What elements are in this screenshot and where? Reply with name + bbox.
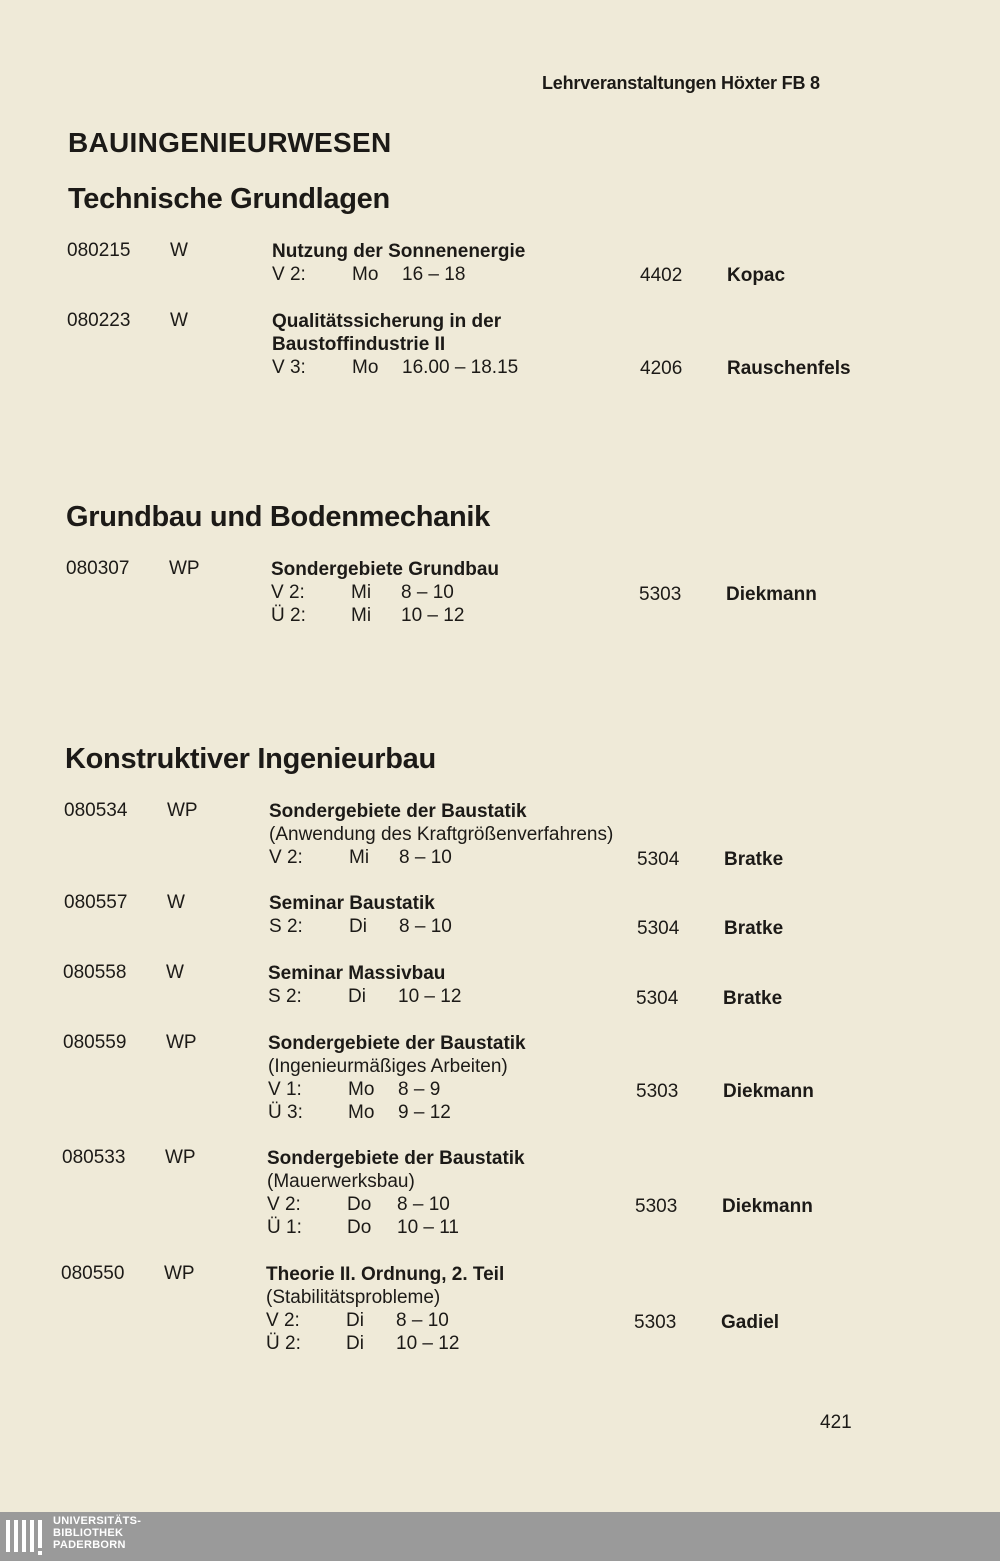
session-row xyxy=(271,581,651,604)
library-name-line: UNIVERSITÄTS- xyxy=(53,1515,142,1527)
course-number: 080223 xyxy=(67,310,131,331)
session-day: Di xyxy=(348,986,366,1007)
session-kind: Ü 2: xyxy=(271,605,306,626)
session-row xyxy=(272,356,652,379)
course-title: Seminar Massivbau xyxy=(268,963,446,984)
course-number: 080550 xyxy=(61,1263,125,1284)
course-title-continued: Baustoffindustrie II xyxy=(272,334,446,355)
session-time: 16 – 18 xyxy=(402,264,466,285)
session-row xyxy=(269,915,649,938)
course-number: 080307 xyxy=(66,558,130,579)
course-number: 080533 xyxy=(62,1147,126,1168)
course-subtitle: (Mauerwerksbau) xyxy=(267,1171,415,1192)
session-time: 10 – 12 xyxy=(398,986,462,1007)
lecturer-name: Kopac xyxy=(727,265,786,286)
lecturer-name: Diekmann xyxy=(723,1081,814,1102)
session-time: 8 – 10 xyxy=(397,1194,450,1215)
session-row xyxy=(268,985,648,1008)
library-name-line: BIBLIOTHEK xyxy=(53,1527,124,1539)
page-number: 421 xyxy=(820,1412,852,1433)
lecturer-name: Rauschenfels xyxy=(727,358,851,379)
course-type: WP xyxy=(164,1263,195,1284)
session-row xyxy=(267,1216,647,1239)
session-time: 8 – 10 xyxy=(399,847,452,868)
room-number: 5303 xyxy=(636,1081,679,1102)
session-time: 8 – 10 xyxy=(401,582,454,603)
course-subtitle: (Anwendung des Kraftgrößenverfahrens) xyxy=(269,824,614,845)
course-type: W xyxy=(170,310,188,331)
library-logo-icon xyxy=(6,1514,50,1558)
session-day: Mo xyxy=(348,1102,375,1123)
section-title: Konstruktiver Ingenieurbau xyxy=(65,743,436,775)
room-number: 5304 xyxy=(637,849,680,870)
session-day: Mi xyxy=(351,605,372,626)
session-kind: Ü 1: xyxy=(267,1217,302,1238)
library-footer-bar xyxy=(0,1512,1000,1561)
session-day: Mo xyxy=(348,1079,375,1100)
room-number: 5303 xyxy=(635,1196,678,1217)
lecturer-name: Bratke xyxy=(723,988,783,1009)
session-row xyxy=(267,1193,647,1216)
lecturer-name: Bratke xyxy=(724,918,784,939)
course-type: W xyxy=(170,240,188,261)
course-title: Theorie II. Ordnung, 2. Teil xyxy=(266,1264,505,1285)
session-day: Mi xyxy=(351,582,372,603)
session-kind: V 2: xyxy=(266,1310,300,1331)
course-number: 080559 xyxy=(63,1032,127,1053)
lecturer-name: Diekmann xyxy=(726,584,817,605)
course-type: W xyxy=(167,892,185,913)
session-kind: S 2: xyxy=(268,986,302,1007)
room-number: 5303 xyxy=(634,1312,677,1333)
session-day: Di xyxy=(346,1310,364,1331)
lecturer-name: Gadiel xyxy=(721,1312,780,1333)
session-row xyxy=(272,263,652,286)
session-day: Di xyxy=(349,916,367,937)
course-title: Sondergebiete der Baustatik xyxy=(269,801,527,822)
session-row xyxy=(268,1078,648,1101)
session-time: 8 – 10 xyxy=(396,1310,449,1331)
lecturer-name: Diekmann xyxy=(722,1196,813,1217)
course-title: Qualitätssicherung in der xyxy=(272,311,502,332)
course-type: WP xyxy=(169,558,200,579)
session-row xyxy=(266,1309,646,1332)
session-day: Mo xyxy=(352,357,379,378)
section-title: Technische Grundlagen xyxy=(68,183,390,215)
session-time: 10 – 11 xyxy=(397,1217,459,1238)
course-number: 080215 xyxy=(67,240,131,261)
session-kind: V 3: xyxy=(272,357,306,378)
course-title: Seminar Baustatik xyxy=(269,893,435,914)
room-number: 5303 xyxy=(639,584,682,605)
session-kind: Ü 3: xyxy=(268,1102,303,1123)
session-time: 16.00 – 18.15 xyxy=(402,357,519,378)
session-time: 10 – 12 xyxy=(396,1333,460,1354)
section-title: Grundbau und Bodenmechanik xyxy=(66,501,491,533)
lecturer-name: Bratke xyxy=(724,849,784,870)
course-title: Nutzung der Sonnenenergie xyxy=(272,241,526,262)
room-number: 5304 xyxy=(636,988,679,1009)
session-time: 9 – 12 xyxy=(398,1102,451,1123)
session-row xyxy=(271,604,651,627)
session-kind: V 2: xyxy=(271,582,305,603)
course-title: Sondergebiete der Baustatik xyxy=(268,1033,526,1054)
session-row xyxy=(268,1101,648,1124)
library-name xyxy=(53,1515,141,1551)
session-row xyxy=(266,1332,646,1355)
session-kind: V 2: xyxy=(267,1194,301,1215)
course-number: 080557 xyxy=(64,892,128,913)
course-type: W xyxy=(166,962,184,983)
course-number: 080558 xyxy=(63,962,127,983)
session-kind: S 2: xyxy=(269,916,303,937)
session-kind: V 1: xyxy=(268,1079,302,1100)
session-row xyxy=(269,846,649,869)
course-subtitle: (Ingenieurmäßiges Arbeiten) xyxy=(268,1056,508,1077)
session-day: Do xyxy=(347,1194,372,1215)
session-day: Do xyxy=(347,1217,372,1238)
department-title: BAUINGENIEURWESEN xyxy=(68,127,392,158)
course-title: Sondergebiete Grundbau xyxy=(271,559,500,580)
library-name-line: PADERBORN xyxy=(53,1539,126,1551)
session-kind: V 2: xyxy=(272,264,306,285)
course-type: WP xyxy=(165,1147,196,1168)
room-number: 4402 xyxy=(640,265,683,286)
session-time: 8 – 10 xyxy=(399,916,452,937)
session-day: Mi xyxy=(349,847,370,868)
course-title: Sondergebiete der Baustatik xyxy=(267,1148,525,1169)
course-type: WP xyxy=(167,800,198,821)
session-time: 8 – 9 xyxy=(398,1079,441,1100)
session-kind: Ü 2: xyxy=(266,1333,301,1354)
room-number: 4206 xyxy=(640,358,683,379)
running-header: Lehrveranstaltungen Höxter FB 8 xyxy=(542,73,820,93)
session-kind: V 2: xyxy=(269,847,303,868)
course-number: 080534 xyxy=(64,800,128,821)
course-subtitle: (Stabilitätsprobleme) xyxy=(266,1287,441,1308)
course-type: WP xyxy=(166,1032,197,1053)
room-number: 5304 xyxy=(637,918,680,939)
session-day: Di xyxy=(346,1333,364,1354)
session-day: Mo xyxy=(352,264,379,285)
session-time: 10 – 12 xyxy=(401,605,465,626)
